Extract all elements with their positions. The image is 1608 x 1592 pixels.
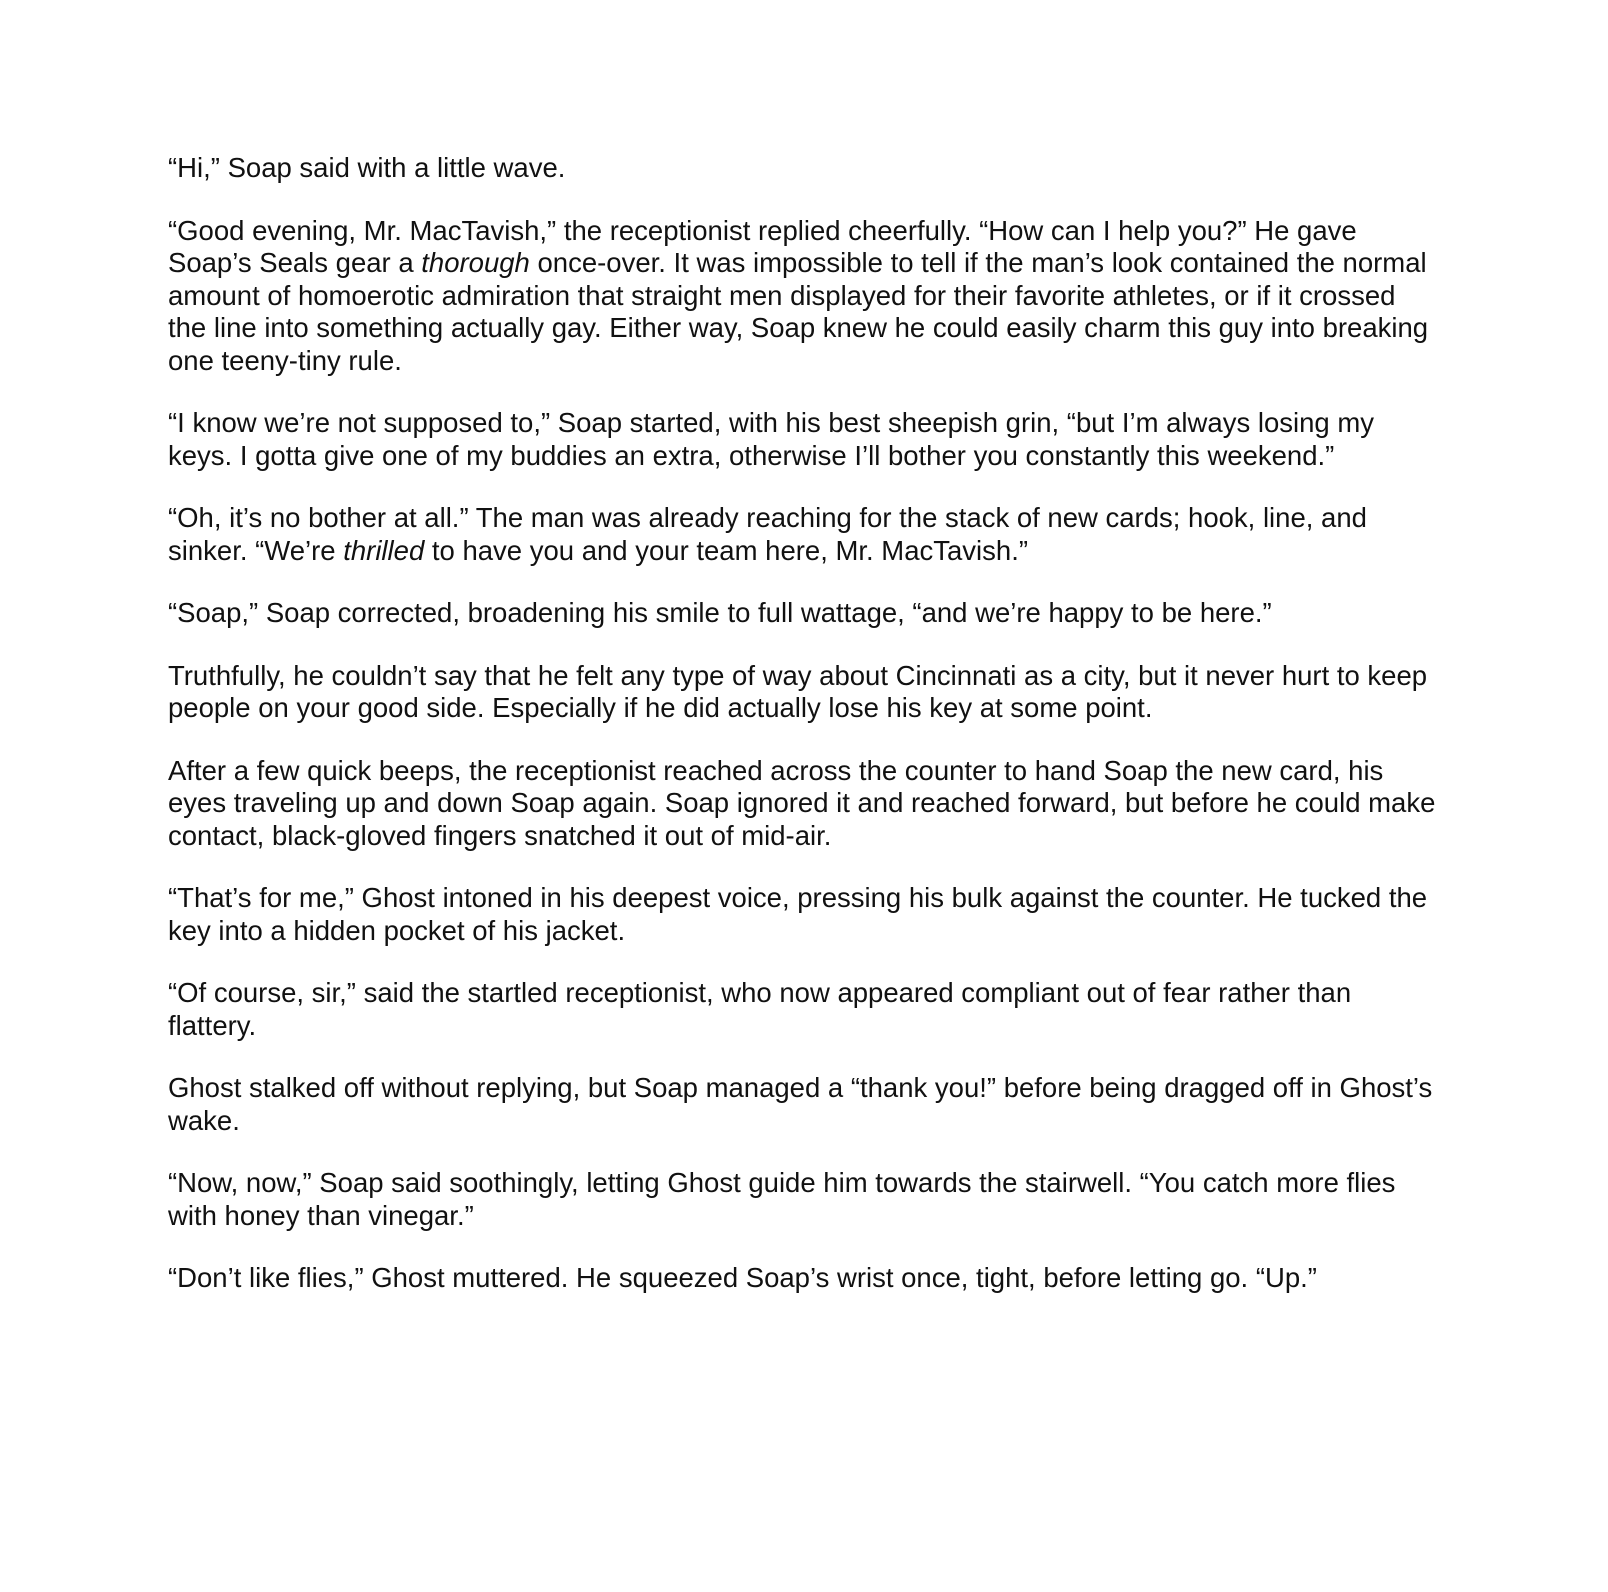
- paragraph-7: [168, 755, 1438, 853]
- paragraph-text: “Soap,” Soap corrected, broadening his smile to full wattage, “and we’re happy to be here.”: [168, 597, 1272, 628]
- paragraph-text: After a few quick beeps, the receptionist reached across the counter to hand Soap the new card, his eyes traveling up and down Soap again. Soap ignored it and reached forward, but before he could make contact, black-gloved fingers snatched it out of mid-air.: [168, 754, 1436, 851]
- paragraph-text: Ghost stalked off without replying, but Soap managed a “thank you!” before being dragged off in Ghost’s wake.: [168, 1072, 1433, 1136]
- paragraph-text: “Don’t like flies,” Ghost muttered. He squeezed Soap’s wrist once, tight, before letting go. “Up.”: [168, 1262, 1317, 1293]
- paragraph-1: [168, 152, 1438, 185]
- paragraph-text: “Good evening, Mr. MacTavish,” the receptionist replied cheerfully. “How can I help you?” He gave Soap’s Seals gear a: [168, 214, 1357, 278]
- paragraph-text: “That’s for me,” Ghost intoned in his deepest voice, pressing his bulk against the counter. He tucked the key into a hidden pocket of his jacket.: [168, 882, 1428, 946]
- paragraph-8: [168, 882, 1438, 947]
- paragraph-text: to have you and your team here, Mr. MacTavish.”: [424, 534, 1029, 566]
- paragraph-11: [168, 1167, 1438, 1232]
- paragraph-5: [168, 597, 1438, 630]
- paragraph-12: [168, 1262, 1438, 1295]
- paragraph-text: Truthfully, he couldn’t say that he felt any type of way about Cincinnati as a city, but it never hurt to keep people on your good side. Especially if he did actually lose his key at some point.: [168, 659, 1428, 723]
- paragraph-text: “Now, now,” Soap said soothingly, letting Ghost guide him towards the stairwell. “You catch more flies with honey than vinegar.”: [168, 1167, 1396, 1231]
- paragraph-4: [168, 502, 1438, 567]
- paragraph-10: [168, 1072, 1438, 1137]
- paragraph-text: “Oh, it’s no bother at all.” The man was already reaching for the stack of new cards; hook, line, and sinker. “We’re: [168, 502, 1367, 566]
- emphasis-text: thorough: [421, 247, 530, 278]
- document-page: [168, 152, 1438, 1295]
- paragraph-3: [168, 407, 1438, 472]
- paragraph-2: [168, 215, 1438, 378]
- paragraph-text: “Of course, sir,” said the startled receptionist, who now appeared compliant out of fear rather than flattery.: [168, 977, 1352, 1041]
- paragraph-text: once-over. It was impossible to tell if the man’s look contained the normal amount of homoerotic admiration that straight men displayed for their favorite athletes, or if it crossed the line into something actually gay. Either way, Soap knew he could easily charm this guy into breaking one teeny-tiny rule.: [168, 247, 1429, 376]
- paragraph-text: “I know we’re not supposed to,” Soap started, with his best sheepish grin, “but I’m always losing my keys. I gotta give one of my buddies an extra, otherwise I’ll bother you constantly this weekend.”: [168, 407, 1374, 471]
- paragraph-9: [168, 977, 1438, 1042]
- paragraph-text: “Hi,” Soap said with a little wave.: [168, 152, 566, 183]
- emphasis-text: thrilled: [343, 534, 425, 566]
- paragraph-6: [168, 660, 1438, 725]
